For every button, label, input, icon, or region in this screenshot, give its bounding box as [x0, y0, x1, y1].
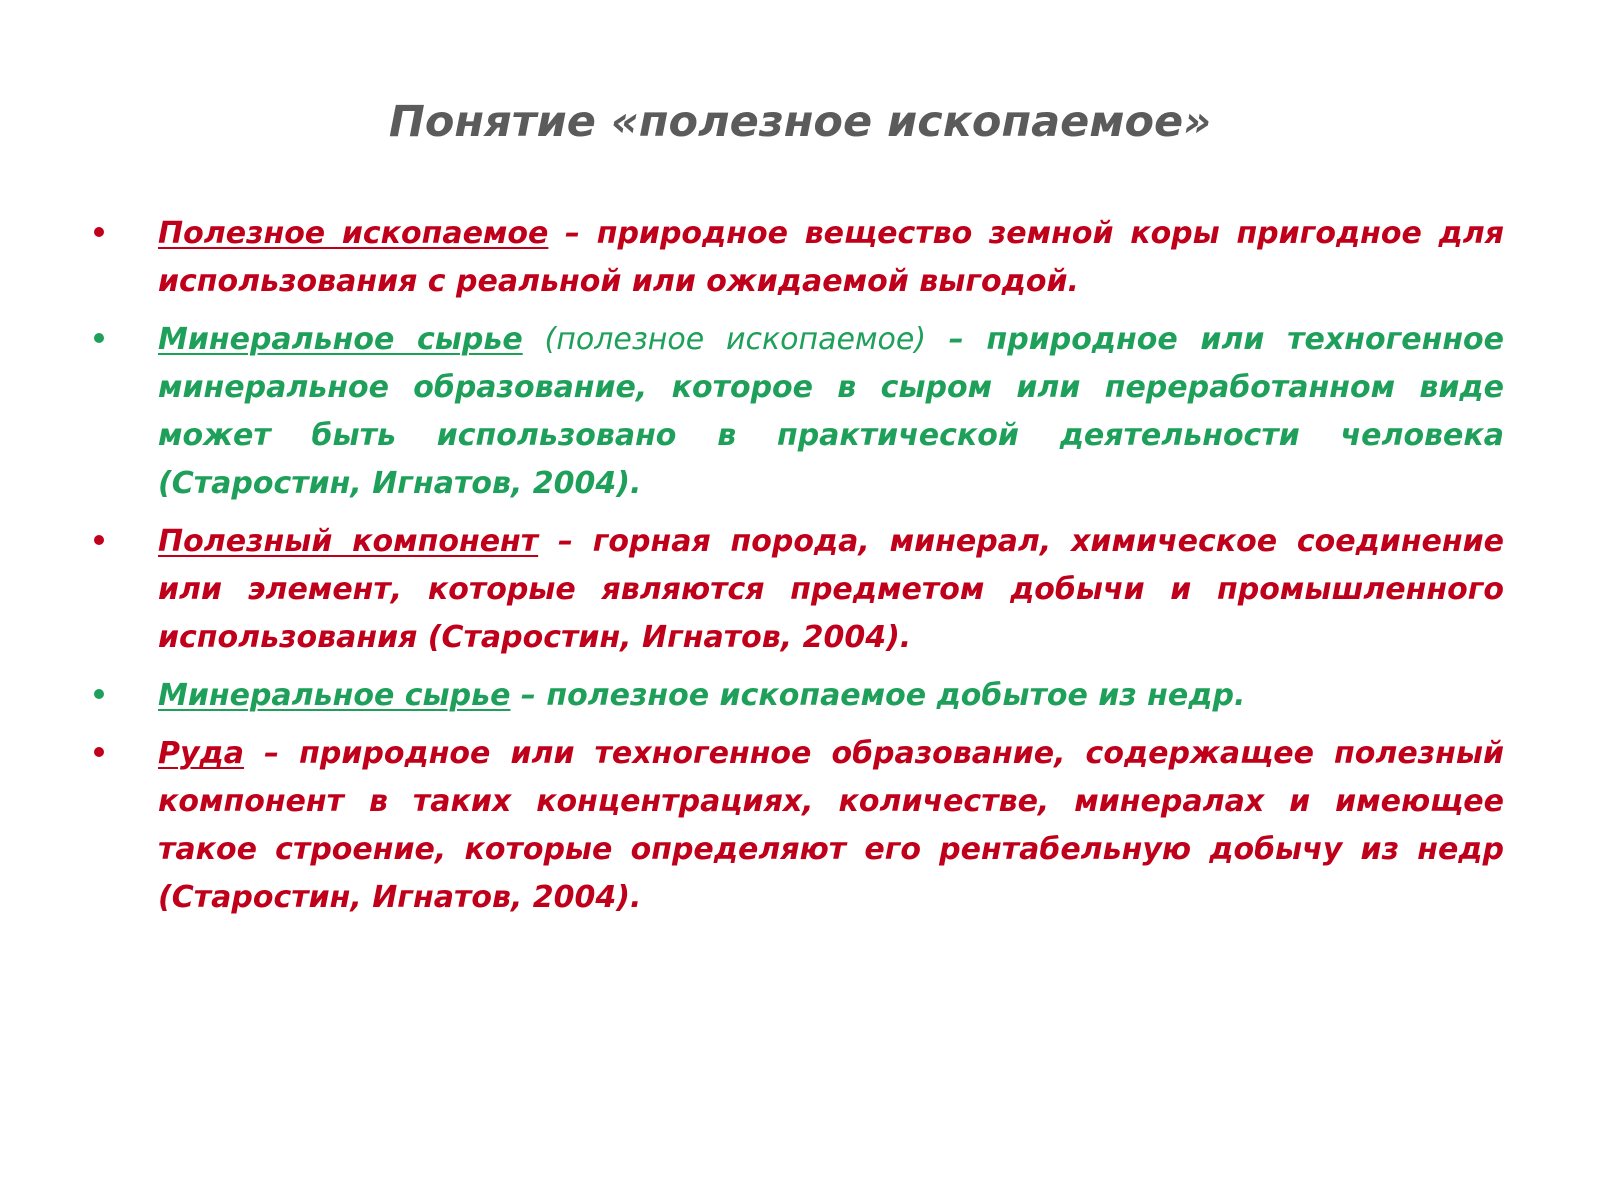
bullet-icon [94, 747, 104, 757]
definition-list [94, 210, 1504, 932]
definition-text: – полезное ископаемое добытое из недр. [510, 678, 1246, 713]
definition-term: Минеральное сырье [158, 678, 511, 713]
bullet-icon [94, 227, 104, 237]
definition-item-ore [94, 730, 1504, 922]
bullet-icon [94, 689, 104, 699]
definition-item-mineral-raw-material-extracted [94, 672, 1504, 720]
definition-text: – природное вещество земной коры пригодное для использования с реальной или ожидаемой выгодой. [158, 216, 1504, 299]
definition-item-useful-component [94, 518, 1504, 662]
definition-text: – природное или техногенное образование, содержащее полезный компонент в таких концентрациях, количестве, минералах и имеющее такое строение, которые определяют его рентабельную добычу из недр (Старостин, Игнатов, 2004). [158, 736, 1504, 915]
definition-item-mineral-raw-material [94, 316, 1504, 508]
definition-text: – природное или техногенное минеральное образование, которое в сыром или переработанном виде может быть использовано в практической деятельности человека (Старостин, Игнатов, 2004). [158, 322, 1504, 501]
definition-term: Минеральное сырье [158, 322, 523, 357]
definition-item-mineral-deposit [94, 210, 1504, 306]
bullet-icon [94, 333, 104, 343]
bullet-icon [94, 535, 104, 545]
definition-term: Руда [158, 736, 245, 771]
definition-parenthetical: (полезное ископаемое) [522, 322, 927, 357]
definition-term: Полезный компонент [158, 524, 539, 559]
definition-term: Полезное ископаемое [158, 216, 549, 251]
definition-text: – горная порода, минерал, химическое соединение или элемент, которые являются предметом добычи и промышленного использования (Старостин, Игнатов, 2004). [158, 524, 1504, 655]
slide-title: Понятие «полезное ископаемое» [388, 97, 1212, 147]
